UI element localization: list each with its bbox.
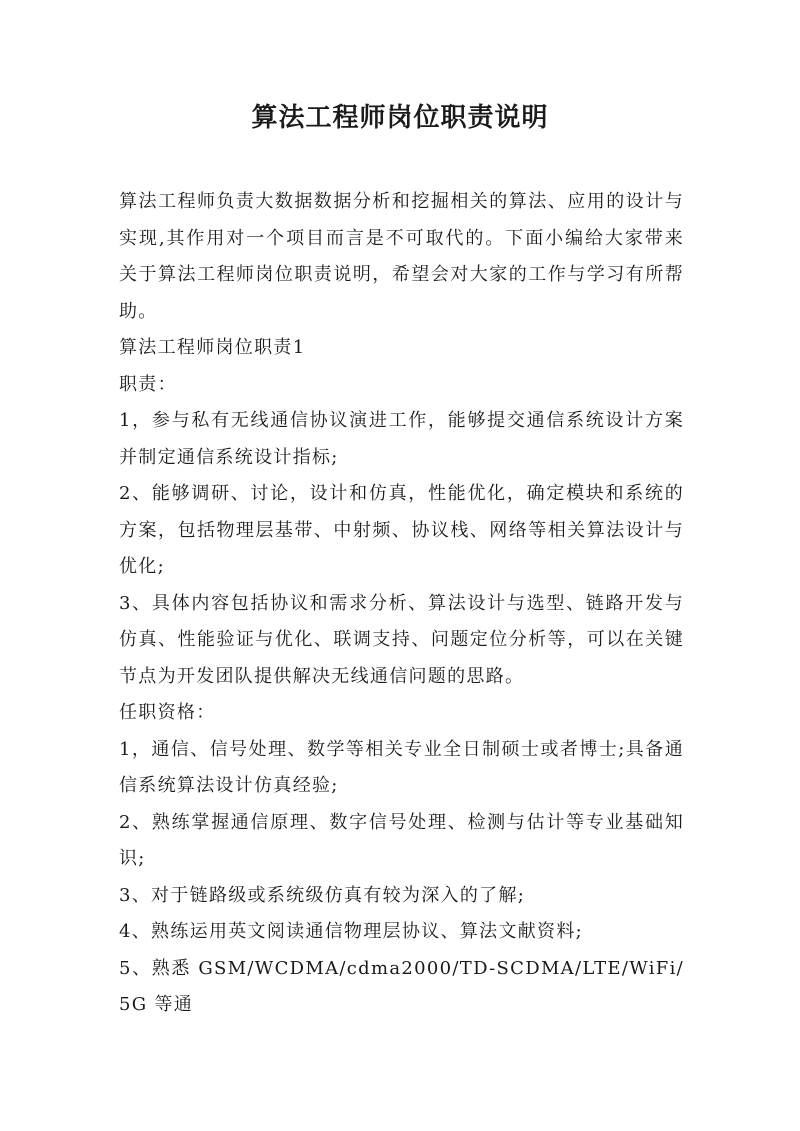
qualification-item-5: 5、熟悉 GSM/WCDMA/cdma2000/TD-SCDMA/LTE/WiFi/5G 等通 — [119, 957, 684, 1015]
duty-item-3: 3、具体内容包括协议和需求分析、算法设计与选型、链路开发与仿真、性能验证与优化、联调支持、问题定位分析等，可以在关键节点为开发团队提供解决无线通信问题的思路。 — [119, 592, 684, 687]
duty-item-1: 1，参与私有无线通信协议演进工作，能够提交通信系统设计方案并制定通信系统设计指标; — [119, 410, 684, 468]
qualification-item-1: 1，通信、信号处理、数学等相关专业全日制硕士或者博士;具备通信系统算法设计仿真经验; — [119, 738, 684, 796]
label-duties: 职责： — [119, 373, 177, 395]
paragraph-intro: 算法工程师负责大数据数据分析和挖掘相关的算法、应用的设计与实现,其作用对一个项目而言是不可取代的。下面小编给大家带来关于算法工程师岗位职责说明，希望会对大家的工作与学习有所帮助。 — [119, 191, 684, 322]
section-heading-duties-1: 算法工程师岗位职责1 — [119, 337, 306, 358]
label-qualifications: 任职资格： — [119, 702, 216, 723]
qualification-item-4: 4、熟练运用英文阅读通信物理层协议、算法文献资料; — [119, 921, 584, 942]
duty-item-2: 2、能够调研、讨论，设计和仿真，性能优化，确定模块和系统的方案，包括物理层基带、中射频、协议栈、网络等相关算法设计与优化; — [119, 483, 684, 577]
qualification-item-2: 2、熟练掌握通信原理、数字信号处理、检测与估计等专业基础知识; — [119, 811, 684, 869]
qualification-item-3: 3、对于链路级或系统级仿真有较为深入的了解; — [119, 884, 526, 906]
document-body — [119, 184, 684, 1024]
document-title: 算法工程师岗位职责说明 — [251, 103, 549, 133]
